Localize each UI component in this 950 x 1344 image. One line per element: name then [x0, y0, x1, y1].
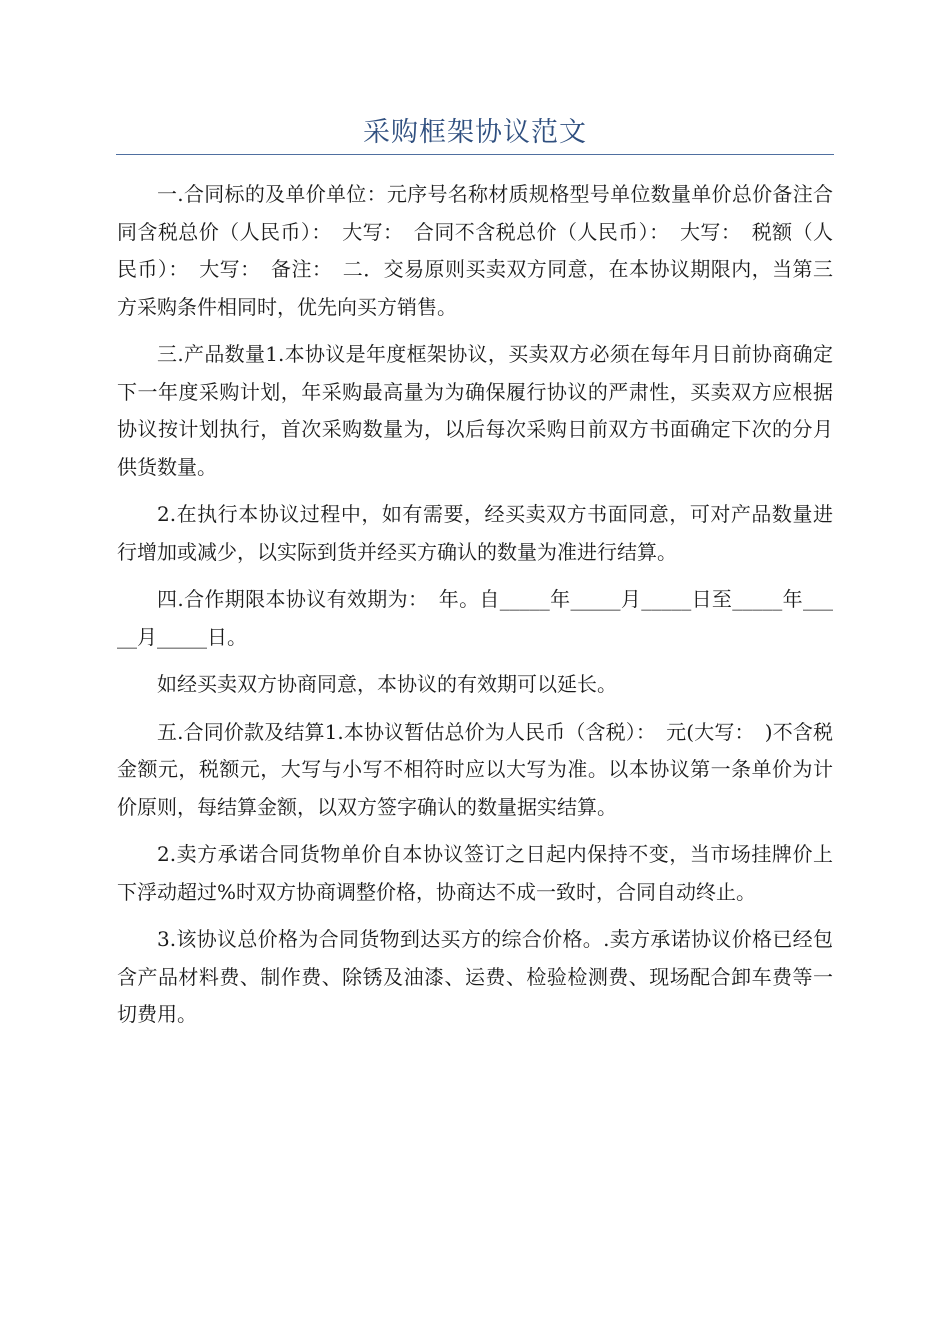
paragraph-1: 一.合同标的及单价单位：元序号名称材质规格型号单位数量单价总价备注合同含税总价（人民币）： 大写： 合同不含税总价（人民币）： 大写： 税额（人民币）： 大写： 备注： 二．交易原则买卖双方同意，在本协议期限内，当第三方采购条件相同时，优先向买方销售。 [117, 182, 833, 319]
paragraph-8: 3.该协议总价格为合同货物到达买方的综合价格。.卖方承诺协议价格已经包含产品材料费、制作费、除锈及油漆、运费、检验检测费、现场配合卸车费等一切费用。 [117, 927, 833, 1026]
page-title: 采购框架协议范文 [363, 117, 587, 148]
paragraph-7: 2.卖方承诺合同货物单价自本协议签订之日起内保持不变，当市场挂牌价上下浮动超过%时双方协商调整价格，协商达不成一致时，合同自动终止。 [117, 842, 833, 904]
paragraph-5: 如经买卖双方协商同意，本协议的有效期可以延长。 [157, 672, 617, 696]
paragraph-2: 三.产品数量1.本协议是年度框架协议，买卖双方必须在每年月日前协商确定下一年度采购计划，年采购最高量为为确保履行协议的严肃性，买卖双方应根据协议按计划执行，首次采购数量为，以后每次采购日前双方书面确定下次的分月供货数量。 [117, 342, 833, 479]
paragraph-4: 四.合作期限本协议有效期为： 年。自_____年_____月_____日至_____年_____月_____日。 [117, 587, 833, 649]
paragraph-6: 五.合同价款及结算1.本协议暂估总价为人民币（含税）： 元(大写： )不含税金额元，税额元，大写与小写不相符时应以大写为准。以本协议第一条单价为计价原则，每结算金额，以双方签字确认的数量据实结算。 [117, 719, 833, 819]
title-divider [116, 154, 834, 155]
document-body [117, 176, 833, 1044]
paragraph-3: 2.在执行本协议过程中，如有需要，经买卖双方书面同意，可对产品数量进行增加或减少，以实际到货并经买方确认的数量为准进行结算。 [117, 502, 833, 564]
